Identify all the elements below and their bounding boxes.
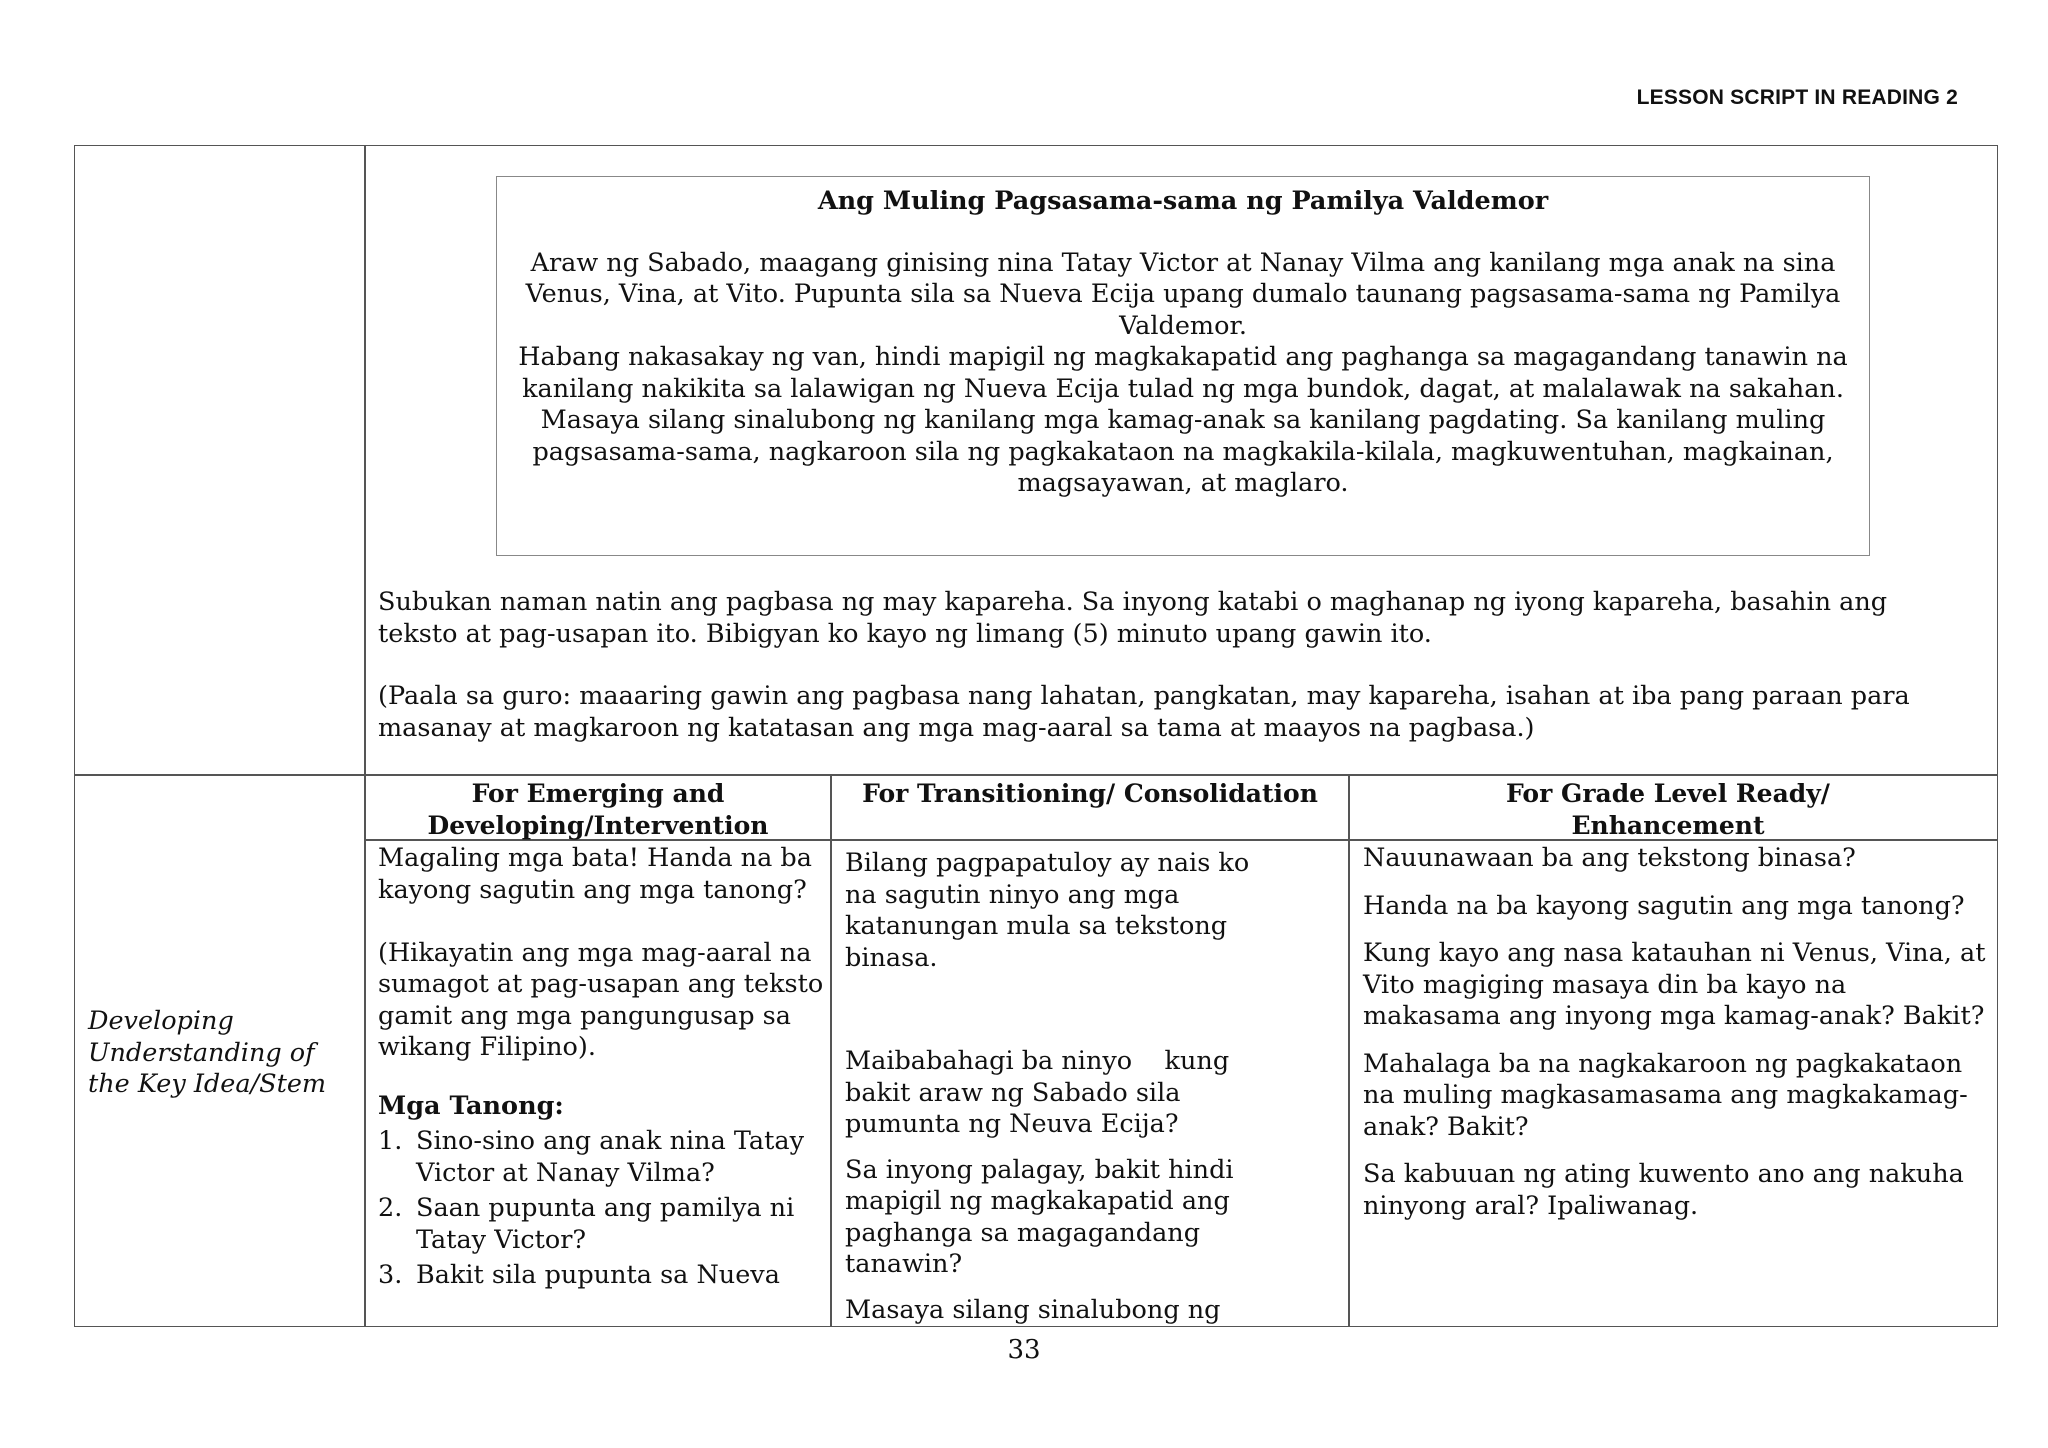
list-item [378,1193,824,1256]
list-item [378,1260,824,1292]
grade-level-question: Handa na ba kayong sagutin ang mga tanong? [1363,890,1965,921]
transitioning-heading: For Transitioning/ Consolidation [862,779,1318,808]
emerging-intro: Magaling mga bata! Handa na ba kayong sagutin ang mga tanong? [378,843,812,905]
emerging-note: (Hikayatin ang mga mag-aaral na sumagot at pag-usapan ang teksto gamit ang mga pangungusap sa wikang Filipino). [378,937,824,1062]
grade-level-heading: For Grade Level Ready/ Enhancement [1506,779,1830,840]
grade-level-column [1363,843,1991,1238]
teacher-note: (Paala sa guro: maaaring gawin ang pagbasa nang lahatan, pangkatan, may kapareha, isahan at iba pang paraan para masanay at magkaroon ng katatasan ang mga mag-aaral sa tama at maayos na pagbasa.) [378,681,1910,743]
question-text: Sino-sino ang anak nina Tatay Victor at Nanay Vilma? [416,1126,804,1188]
list-item [378,1126,824,1189]
page-number: 33 [1007,1335,1041,1365]
emerging-heading: For Emerging and Developing/Intervention [427,779,769,840]
story-paragraph: Habang nakasakay ng van, hindi mapigil ng magkakapatid ang paghanga sa magagandang tanawin na kanilang nakikita sa lalawigan ng Nueva Ecija tulad ng mga bundok, dagat, at malalawak na sakahan. [518,342,1848,404]
table-divider-col3 [1348,774,1350,1327]
story-paragraph: Masaya silang sinalubong ng kanilang mga kamag-anak sa kanilang pagdating. Sa kanilang muling pagsasama-sama, nagkaroon sila ng pagkakataon na magkakila-kilala, magkuwentuhan, magkainan, magsayawan, at maglaro. [532,405,1834,498]
transitioning-paragraph: Maibabahagi ba ninyo kung bakit araw ng Sabado sila pumunta ng Neuva Ecija? [845,1046,1238,1139]
grade-level-question: Mahalaga ba na nagkakaroon ng pagkakataon na muling magkasamasama ang magkakamag-anak? Bakit? [1363,1048,1968,1142]
question-number: 2. [378,1193,403,1223]
grade-level-question: Nauunawaan ba ang tekstong binasa? [1363,843,1856,873]
transitioning-paragraph: Bilang pagpapatuloy ay nais ko na sagutin ninyo ang mga katanungan mula sa tekstong binasa. [845,848,1250,973]
stem-label: Developing Understanding of the Key Idea/Stem [88,1006,327,1099]
transitioning-paragraph: Sa inyong palagay, bakit hindi mapigil ng magkakapatid ang paghanga sa magagandang tanawin? [845,1154,1234,1279]
table-divider-col2 [830,774,832,1327]
transitioning-column [845,848,1285,1326]
transitioning-paragraph: Masaya silang sinalubong ng [845,1294,1221,1325]
table-row-divider [74,774,1998,776]
grade-level-question: Kung kayo ang nasa katauhan ni Venus, Vina, at Vito magiging masaya din ba kayo na makasama ang inyong mga kamag-anak? Bakit? [1363,938,1986,1031]
document-header: LESSON SCRIPT IN READING 2 [1636,86,1958,109]
questions-list [378,1126,824,1292]
pair-reading-instruction: Subukan naman natin ang pagbasa ng may kapareha. Sa inyong katabi o maghanap ng iyong kapareha, basahin ang teksto at pag-usapan ito. Bibigyan ko kayo ng limang (5) minuto upang gawin ito. [378,587,1888,649]
question-number: 1. [378,1126,403,1156]
questions-heading: Mga Tanong: [378,1090,564,1121]
question-text: Saan pupunta ang pamilya ni Tatay Victor? [416,1193,795,1255]
grade-level-question: Sa kabuuan ng ating kuwento ano ang nakuha ninyong aral? Ipaliwanag. [1363,1159,1964,1221]
table-divider-stem [364,145,366,1327]
emerging-column [378,843,824,1292]
question-number: 3. [378,1260,403,1290]
story-title: Ang Muling Pagsasama-sama ng Pamilya Valdemor [817,186,1549,216]
story-box [496,176,1870,556]
question-text: Bakit sila pupunta sa Nueva [416,1260,780,1290]
story-paragraph: Araw ng Sabado, maagang ginising nina Tatay Victor at Nanay Vilma ang kanilang mga anak na sina Venus, Vina, at Vito. Pupunta sila sa Nueva Ecija upang dumalo taunang pagsasama-sama ng Pamilya Valdemor. [525,247,1841,341]
